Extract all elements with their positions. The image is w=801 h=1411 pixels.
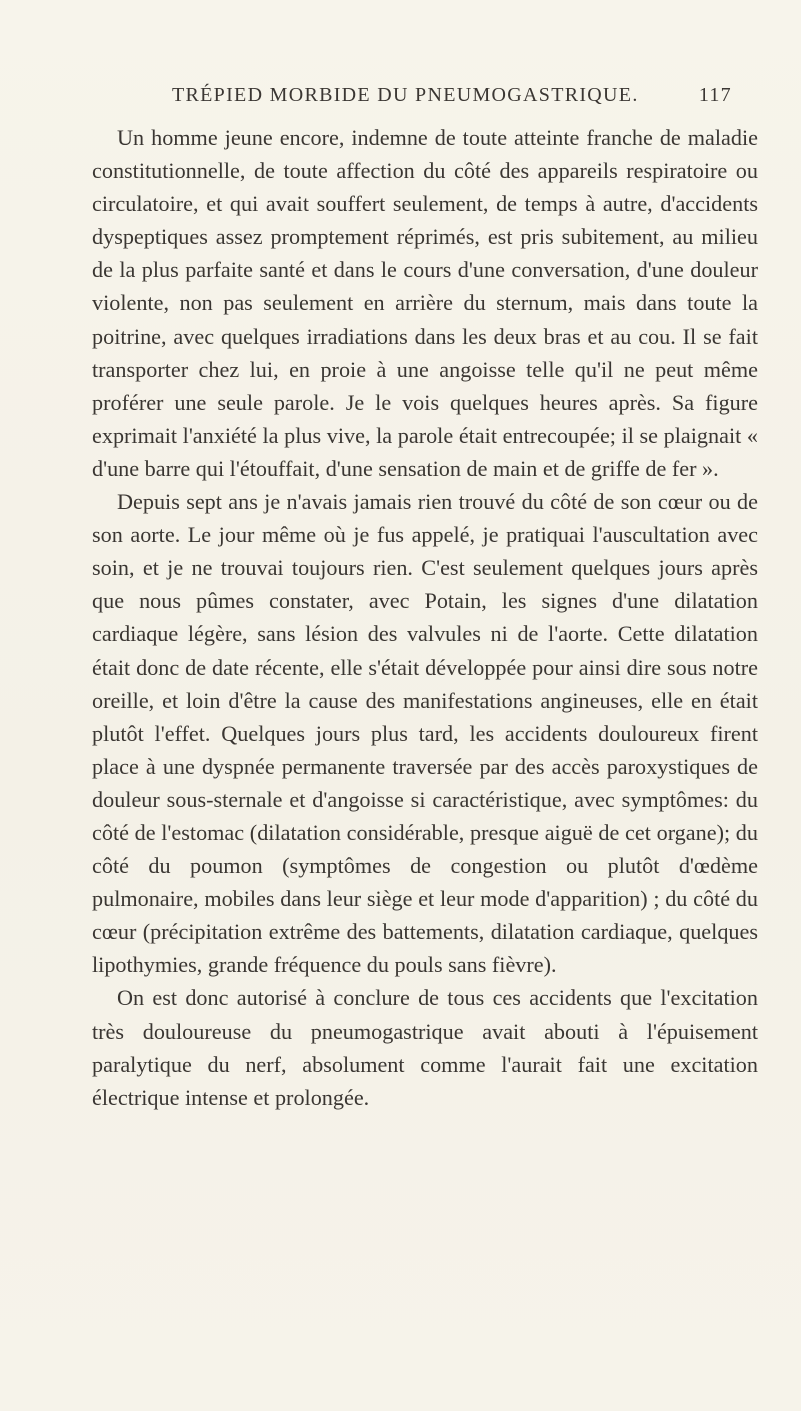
paragraph-case-history: Un homme jeune encore, indemne de toute atteinte franche de maladie constitutionnelle, de toute affection du côté des appareils respiratoire ou circulatoire, et qui avait souffert seulement, de temps à autre, d'accidents dyspeptiques assez promptement réprimés, est pris subitement, au milieu de la plus parfaite santé et dans le cours d'une conversation, d'une douleur violente, non pas seulement en arrière du sternum, mais dans toute la poitrine, avec quelques irradiations dans les deux bras et au cou. Il se fait transporter chez lui, en proie à une angoisse telle qu'il ne peut même proférer une seule parole. Je le vois quelques heures après. Sa figure exprimait l'anxiété la plus vive, la parole était entrecoupée; il se plaignait « d'une barre qui l'étouffait, d'une sensation de main et de griffe de fer ».	[92, 125, 758, 481]
chapter-title: TRÉPIED MORBIDE DU PNEUMOGASTRIQUE.	[172, 84, 639, 106]
page-number: 117	[698, 84, 732, 106]
running-head	[172, 80, 732, 110]
paragraph-examination: Depuis sept ans je n'avais jamais rien trouvé du côté de son cœur ou de son aorte. Le jour même où je fus appelé, je pratiquai l'auscultation avec soin, et je ne trouvai toujours rien. C'est seulement quelques jours après que nous pûmes constater, avec Potain, les signes d'une dilatation cardiaque légère, sans lésion des valvules ni de l'aorte. Cette dilatation était donc de date récente, elle s'était développée pour ainsi dire sous notre oreille, et loin d'être la cause des manifestations angineuses, elle en était plutôt l'effet. Quelques jours plus tard, les accidents douloureux firent place à une dyspnée permanente traversée par des accès paroxystiques de douleur sous-sternale et d'angoisse si caractéristique, avec symptômes: du côté de l'estomac (dilatation considérable, presque aiguë de cet organe); du côté du poumon (symptômes de congestion ou plutôt d'œdème pulmonaire, mobiles dans leur siège et leur mode d'apparition) ; du côté du cœur (précipitation extrême des battements, dilatation cardiaque, quelques lipothymies, grande fréquence du pouls sans fièvre).	[92, 489, 758, 978]
paragraph-conclusion: On est donc autorisé à conclure de tous ces accidents que l'excitation très douloureuse du pneumogastrique avait abouti à l'épuisement paralytique du nerf, absolument comme l'aurait fait une excitation électrique intense et prolongée.	[92, 985, 758, 1110]
body-text	[92, 121, 758, 1114]
